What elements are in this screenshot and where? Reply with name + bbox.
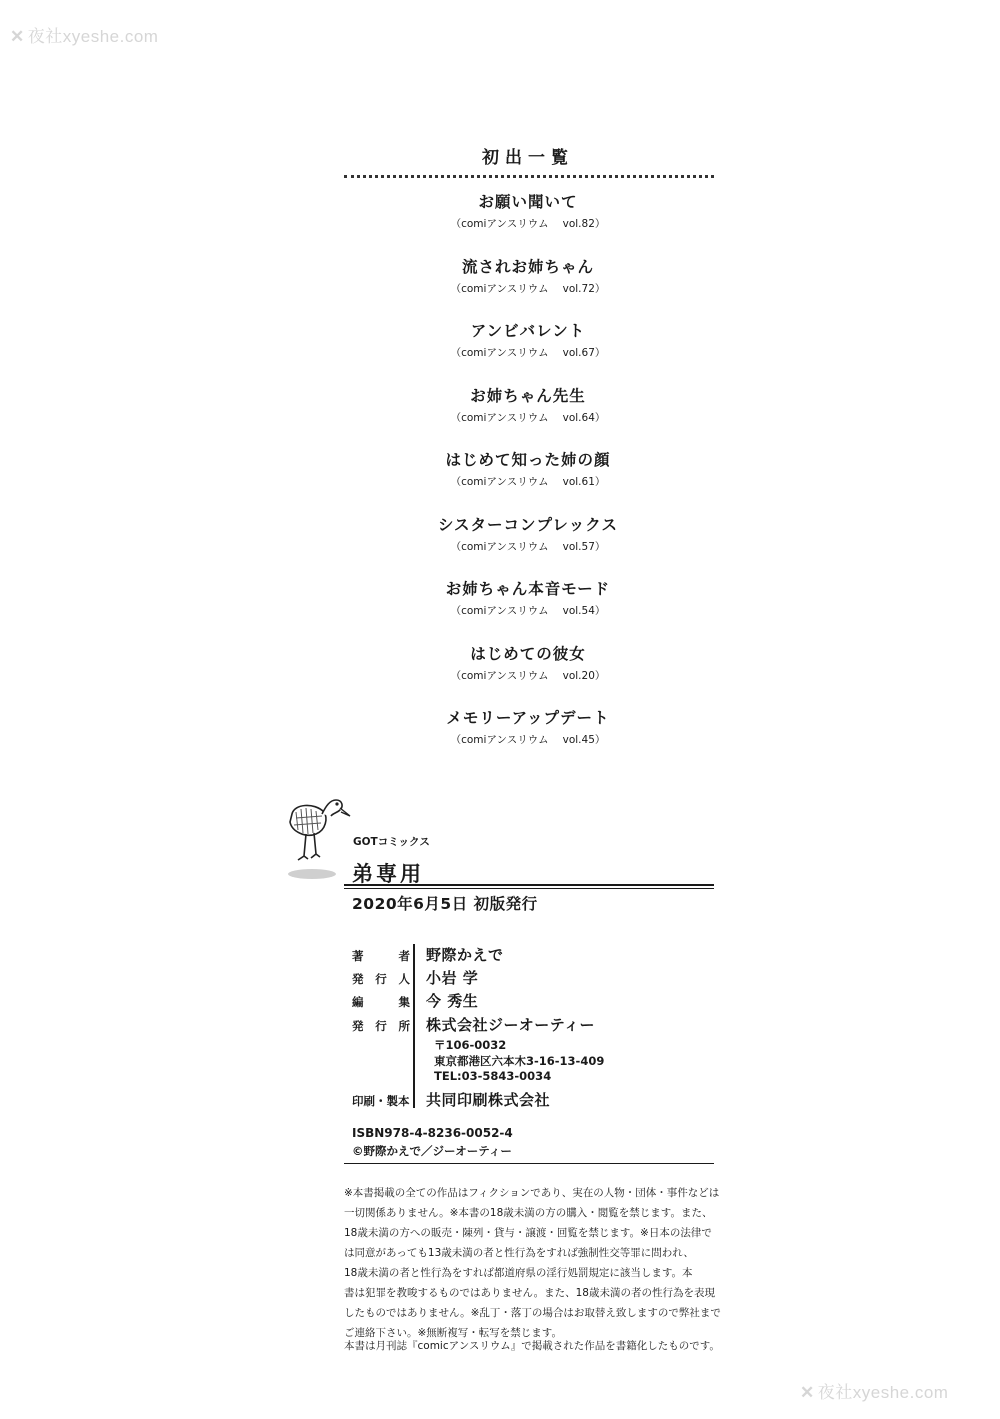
watermark-bottom (800, 1378, 948, 1403)
credit-label-author (352, 948, 410, 964)
magazine-name: （comiアンスリウム (450, 347, 549, 359)
volume-number: vol.57） (562, 540, 606, 553)
work-title: お姉ちゃん先生 (470, 386, 586, 405)
notice-line: は同意があっても13歳未満の者と性行為をすれば強制性交等罪に問われ、 (344, 1247, 694, 1259)
credit-value-editor: 今 秀生 (426, 992, 479, 1010)
work-entry (0, 192, 1000, 257)
work-title: メモリーアップデート (446, 709, 610, 727)
label-char: 行 (375, 972, 387, 986)
volume-number: vol.61） (562, 476, 606, 488)
isbn: ISBN978-4-8236-0052-4 (352, 1126, 513, 1140)
work-source (0, 668, 1000, 684)
credit-value-author: 野際かえで (426, 946, 504, 964)
work-source (0, 216, 1000, 232)
magazine-name: （comiアンスリウム (450, 669, 549, 682)
footer-note: 本書は月刊誌『comicアンスリウム』で掲載された作品を書籍化したものです。 (344, 1340, 720, 1352)
work-entry (0, 386, 1000, 451)
volume-number: vol.64） (562, 411, 606, 424)
credits-divider (413, 944, 415, 1108)
work-entry (0, 708, 1000, 773)
magazine-name: （comiアンスリウム (450, 411, 549, 424)
notice-line: ご連絡下さい。※無断複写・転写を禁じます。 (344, 1327, 562, 1339)
x-mark-icon: ✕ (800, 1383, 815, 1402)
volume-number: vol.54） (562, 605, 606, 617)
label-char: 発 (352, 1019, 364, 1033)
notice-rule (344, 1163, 714, 1164)
work-title: はじめての彼女 (470, 644, 586, 663)
legal-notice (344, 1183, 721, 1343)
works-list (0, 192, 1000, 773)
work-title: シスターコンプレックス (437, 515, 619, 534)
watermark-text: 夜社xyeshe.com (817, 1383, 949, 1402)
magazine-name: （comiアンスリウム (450, 282, 549, 295)
label-char: 者 (398, 949, 410, 963)
label-char: 発 (352, 972, 364, 986)
postal-code: 〒106-0032 (434, 1038, 507, 1052)
magazine-name: （comiアンスリウム (450, 734, 549, 746)
work-source (0, 603, 1000, 619)
credit-label-publisher (352, 1018, 410, 1034)
work-entry (0, 644, 1000, 709)
notice-line: 一切関係ありません。※本書の18歳未満の方の購入・閲覧を禁じます。また、 (344, 1207, 713, 1219)
work-source (0, 281, 1000, 297)
notice-line: 18歳未満の者と性行為をすれば都道府県の淫行処罰規定に該当します。本 (344, 1267, 693, 1279)
volume-number: vol.72） (562, 282, 606, 295)
work-source (0, 474, 1000, 490)
contents-title: 初出一覧 (482, 148, 574, 168)
notice-line: ※本書掲載の全ての作品はフィクションであり、実在の人物・団体・事件などは (344, 1187, 720, 1199)
title-rule (344, 884, 714, 886)
magazine-name: （comiアンスリウム (450, 605, 549, 617)
label-char: 集 (398, 995, 410, 1009)
work-source (0, 732, 1000, 748)
dotted-divider (344, 175, 714, 178)
volume-number: vol.20） (562, 669, 606, 682)
work-entry (0, 321, 1000, 386)
magazine-name: （comiアンスリウム (450, 540, 549, 553)
credit-label-editor (352, 994, 410, 1010)
label-char: 行 (375, 1019, 387, 1033)
x-mark-icon: ✕ (10, 27, 25, 46)
credit-value-publisher: 株式会社ジーオーティー (426, 1016, 596, 1034)
notice-line: 18歳未満の方への販売・陳列・貸与・譲渡・回覧を禁じます。※日本の法律で (344, 1227, 712, 1239)
work-entry (0, 257, 1000, 322)
label-char: 編 (352, 995, 364, 1009)
work-title: お願い聞いて (478, 193, 578, 211)
label-char: 人 (398, 972, 410, 986)
work-title: お姉ちゃん本音モード (445, 580, 611, 598)
work-source (0, 539, 1000, 555)
credit-label-printer: 印刷・製本 (352, 1094, 410, 1108)
work-entry (0, 515, 1000, 580)
notice-line: したものではありません。※乱丁・落丁の場合はお取替え致しますので弊社まで (344, 1307, 721, 1319)
credit-value-publisher-person: 小岩 学 (426, 969, 479, 987)
watermark-top (10, 22, 158, 47)
magazine-name: （comiアンスリウム (450, 218, 549, 230)
volume-number: vol.67） (562, 347, 606, 359)
work-source (0, 410, 1000, 426)
credit-value-printer: 共同印刷株式会社 (426, 1091, 551, 1109)
label-char: 所 (398, 1019, 410, 1033)
book-title: 弟専用 (352, 862, 424, 886)
imprint-label: GOTコミックス (353, 836, 430, 848)
label-char: 著 (352, 949, 364, 963)
volume-number: vol.45） (562, 734, 606, 746)
bird-mascot-icon (284, 796, 354, 886)
work-entry (0, 579, 1000, 644)
work-entry (0, 450, 1000, 515)
title-rule-thin (344, 888, 714, 889)
credit-label-publisher-person (352, 971, 410, 987)
magazine-name: （comiアンスリウム (450, 476, 549, 488)
work-source (0, 345, 1000, 361)
work-title: アンビバレント (470, 322, 586, 340)
copyright: ©野際かえで／ジーオーティー (352, 1144, 512, 1158)
notice-line: 書は犯罪を教唆するものではありません。また、18歳未満の者の性行為を表現 (344, 1287, 715, 1299)
work-title: はじめて知った姉の顔 (445, 451, 611, 469)
watermark-text: 夜社xyeshe.com (27, 27, 159, 46)
work-title: 流されお姉ちゃん (461, 257, 594, 276)
publication-date: 2020年6月5日 初版発行 (352, 895, 538, 913)
volume-number: vol.82） (562, 218, 606, 230)
street-address: 東京都港区六本木3-16-13-409 (434, 1054, 605, 1068)
phone-number: TEL:03-5843-0034 (434, 1069, 552, 1083)
